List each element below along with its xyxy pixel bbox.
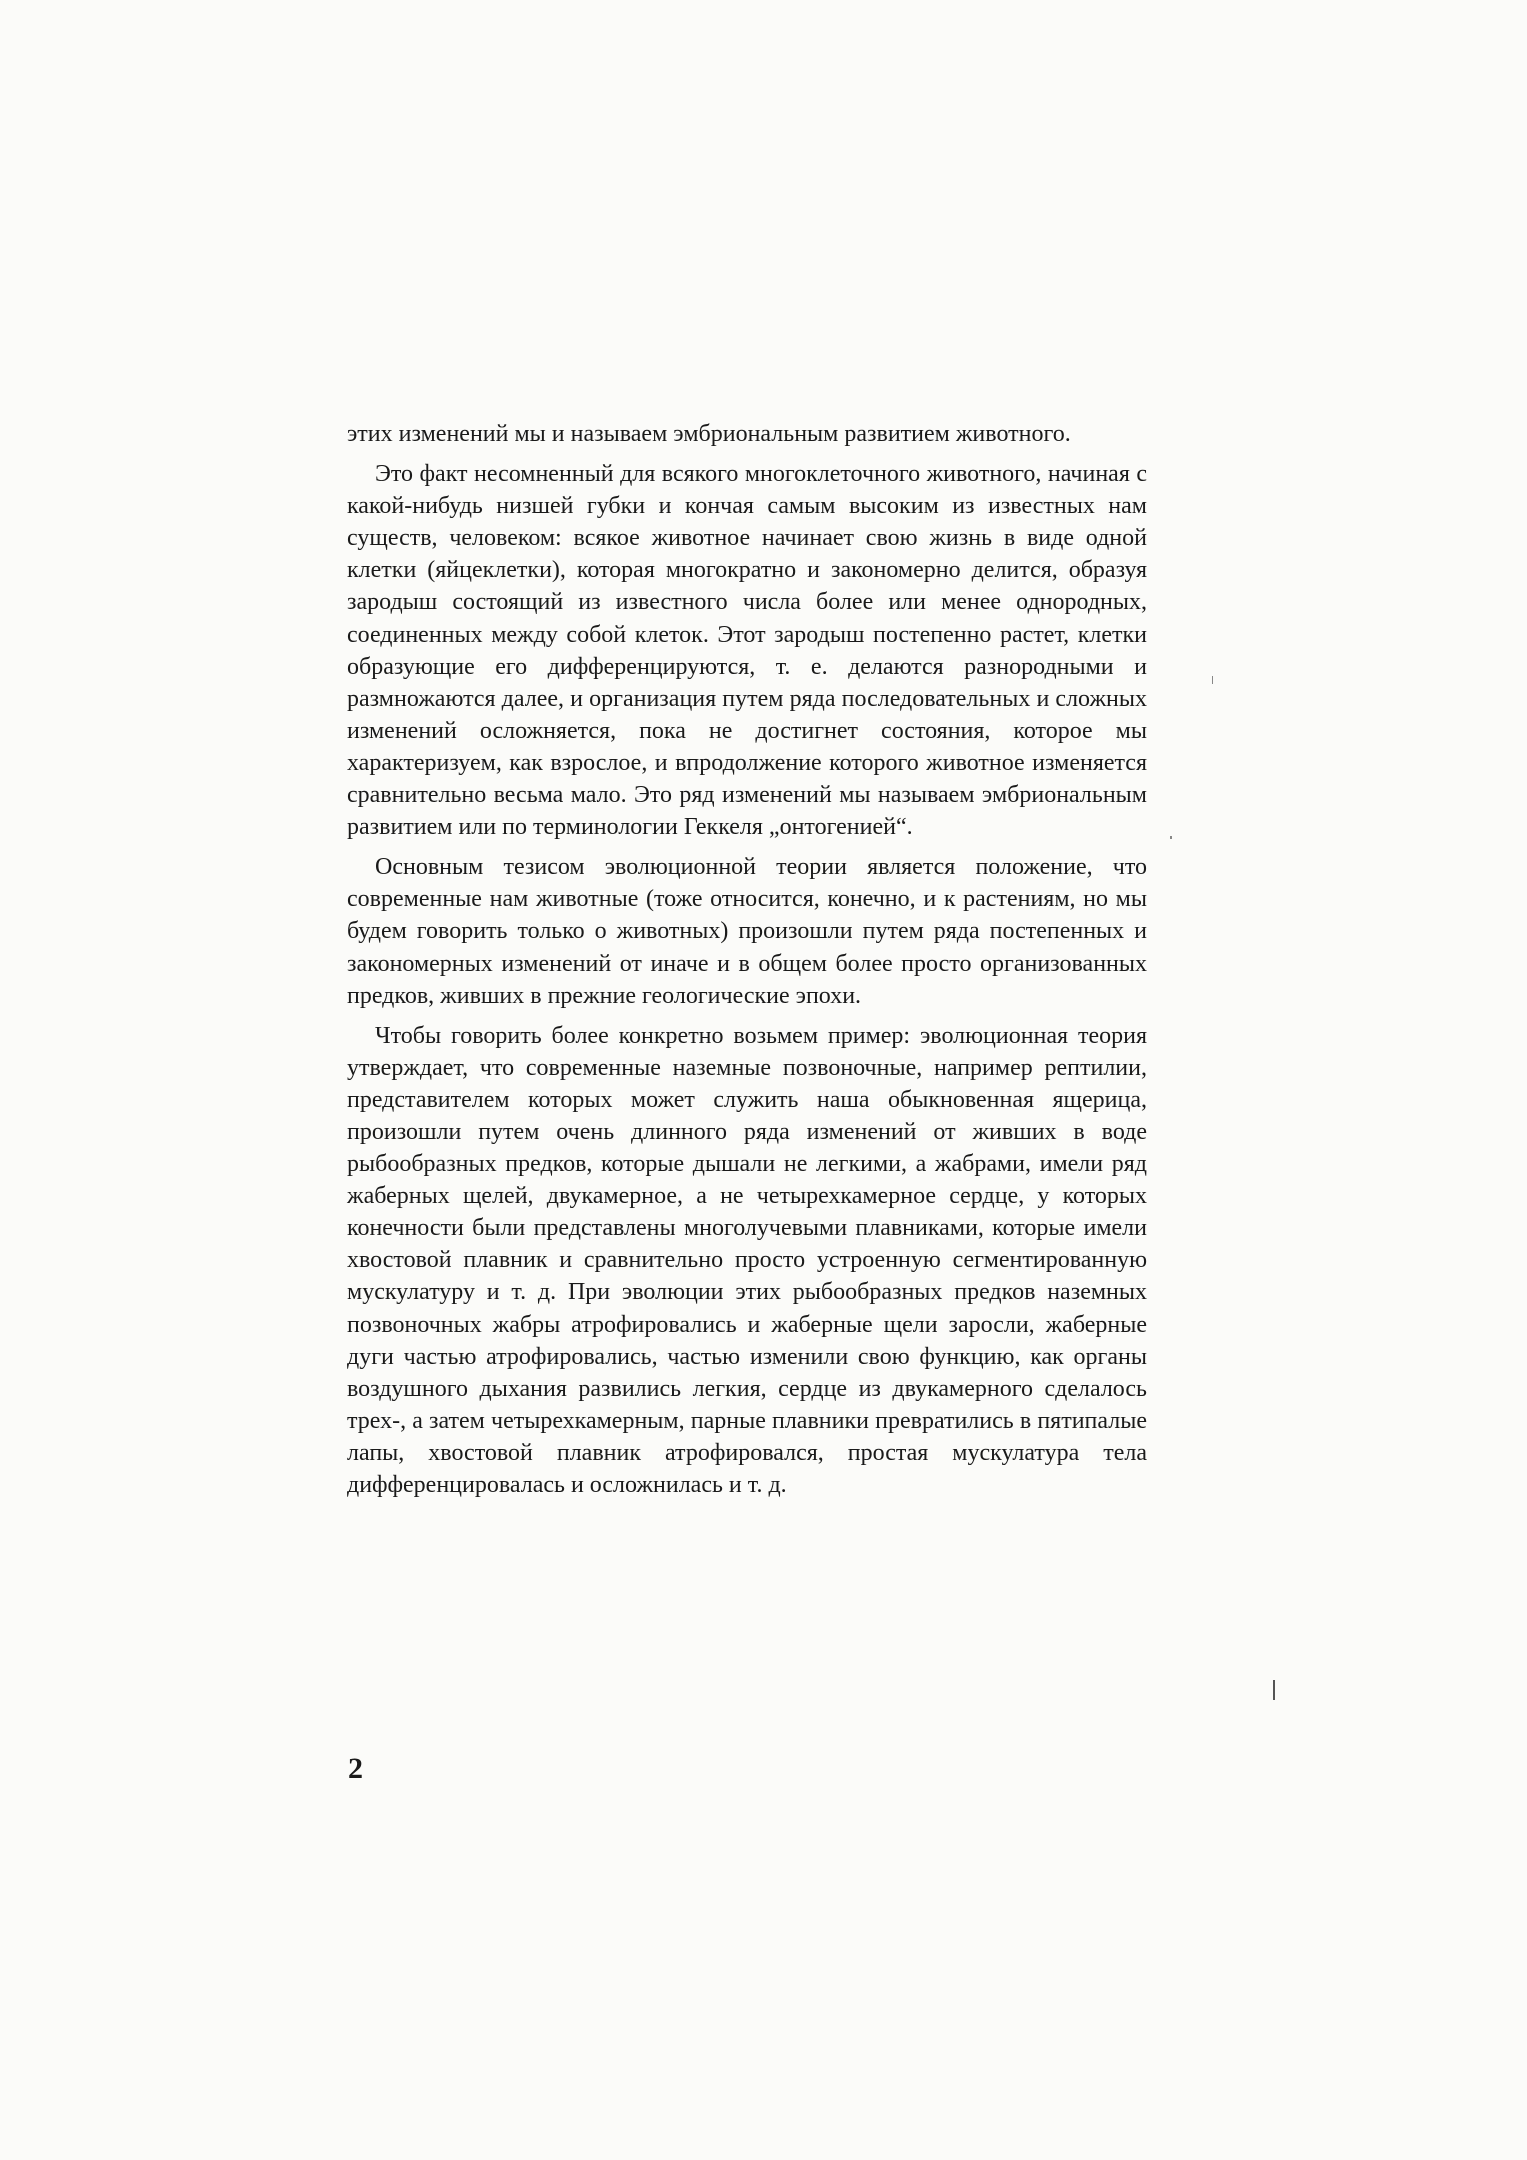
margin-speck — [1170, 836, 1172, 839]
paragraph-example: Чтобы говорить более конкретно возьмем пример: эволюционная теория утверждает, что современные наземные позвоночные, например рептилии, представителем которых может служить наша обыкновенная ящерица, произошли путем очень длинного ряда изменений от живших в воде рыбообразных предков, которые дышали не легкими, а жабрами, имели ряд жаберных щелей, двукамерное, а не четырехкамерное сердце, у которых конечности были представлены многолучевыми плавниками, которые имели хвостовой плавник и сравнительно просто устроенную сегментированную мускулатуру и т. д. При эволюции этих рыбообразных предков наземных позвоночных жабры атрофировались и жаберные щели заросли, жаберные дуги частью атрофировались, частью изменили свою функцию, как органы воздушного дыхания развились легкия, сердце из двукамерного сделалось трех-, а затем четырехкамерным, парные плавники превратились в пятипалые лапы, хвостовой плавник атрофировался, простая мускулатура тела дифференцировалась и осложнилась и т. д. — [347, 1022, 1147, 1498]
margin-speck — [1212, 676, 1213, 684]
body-text — [347, 418, 1147, 1509]
paragraph-continuation: этих изменений мы и называем эмбриональным развитием животного. — [347, 421, 1071, 447]
page-number: 2 — [348, 1752, 363, 1785]
margin-mark — [1273, 1680, 1275, 1700]
paragraph-embryonic-development: Это факт несомненный для всякого многоклеточного животного, начиная с какой-нибудь низшей губки и кончая самым высоким из известных нам существ, человеком: всякое животное начинает свою жизнь в виде одной клетки (яйцеклетки), которая многократно и закономерно делится, образуя зародыш состоящий из известного числа более или менее однородных, соединенных между собой клеток. Этот зародыш постепенно растет, клетки образующие его дифференцируются, т. е. делаются разнородными и размножаются далее, и организация путем ряда последовательных и сложных изменений осложняется, пока не достигнет состояния, которое мы характеризуем, как взрослое, и впродолжение которого животное изменяется сравнительно весьма мало. Это ряд изменений мы называем эмбриональным развитием или по терминологии Геккеля „онтогенией“. — [347, 461, 1147, 841]
paragraph-evolution-thesis: Основным тезисом эволюционной теории является положение, что современные нам животные (тоже относится, конечно, и к растениям, но мы будем говорить только о животных) произошли путем ряда постепенных и закономерных изменений от иначе и в общем более просто организованных предков, живших в прежние геологические эпохи. — [347, 854, 1147, 1009]
